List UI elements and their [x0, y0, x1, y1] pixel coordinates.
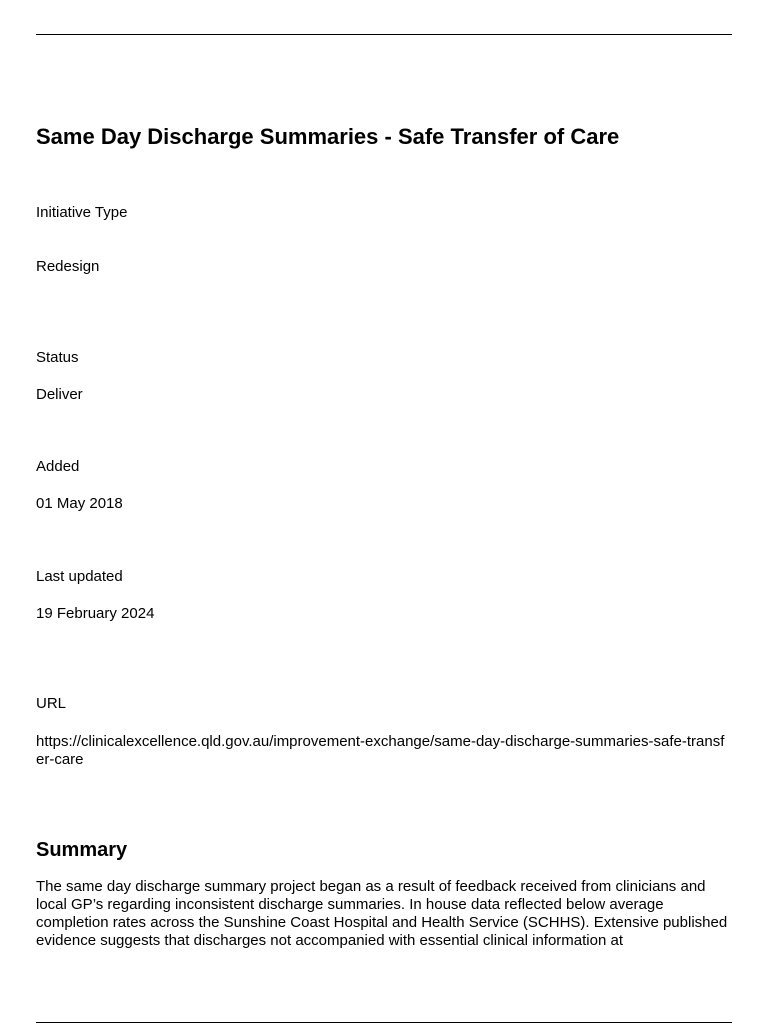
top-divider — [36, 34, 732, 35]
added-label: Added — [36, 458, 80, 475]
url-value: https://clinicalexcellence.qld.gov.au/improvement-exchange/same-day-discharge-summaries-safe-transfer-care — [36, 733, 725, 768]
last-updated-label: Last updated — [36, 568, 123, 585]
url-label: URL — [36, 695, 67, 712]
bottom-divider — [36, 1022, 732, 1023]
status-label: Status — [36, 349, 79, 366]
status-value: Deliver — [36, 386, 83, 403]
summary-text: The same day discharge summary project began as a result of feedback received from clinicians and local GP’s regarding inconsistent discharge summaries. In house data reflected below average completion rates across the Sunshine Coast Hospital and Health Service (SCHHS). Extensive published evidence suggests that discharges not accompanied with essential clinical information at — [36, 878, 728, 949]
page-title: Same Day Discharge Summaries - Safe Transfer of Care — [36, 124, 620, 149]
initiative-type-value: Redesign — [36, 258, 100, 275]
last-updated-value: 19 February 2024 — [36, 605, 155, 622]
added-value: 01 May 2018 — [36, 495, 123, 512]
initiative-type-label: Initiative Type — [36, 204, 128, 221]
summary-heading: Summary — [36, 839, 128, 861]
